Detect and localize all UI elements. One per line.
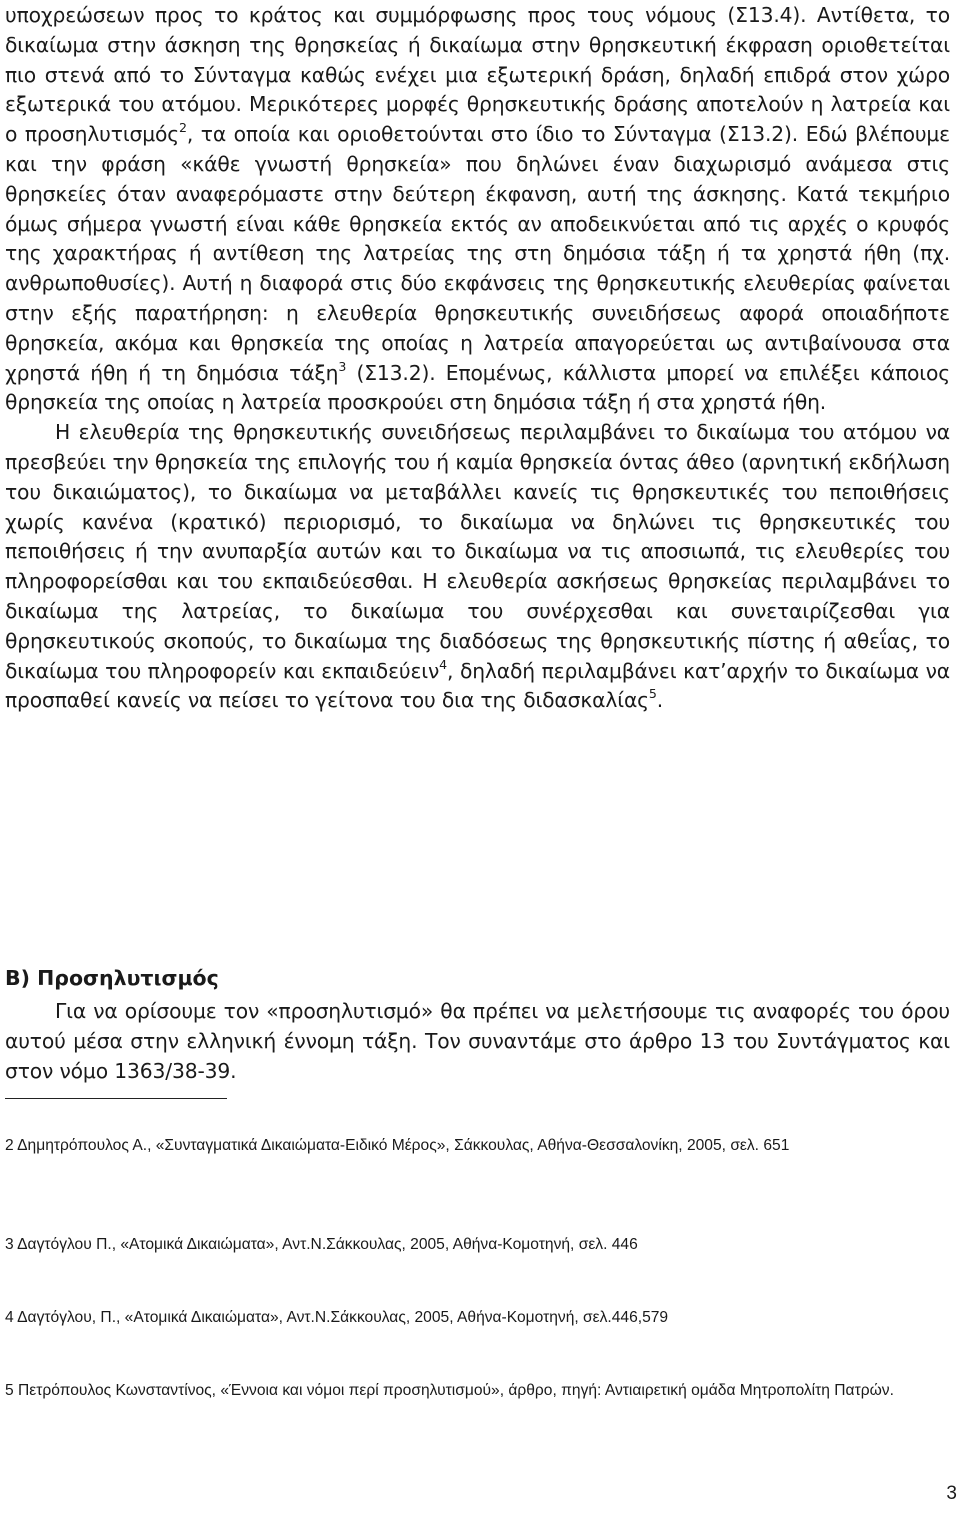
section-heading: Β) Προσηλυτισμός — [5, 966, 219, 990]
footnote-5: 5 Πετρόπουλος Κωνσταντίνος, «Έννοια και νόμοι περί προσηλυτισμού», άρθρο, πηγή: Αντιαιρετική ομάδα Μητροπολίτη Πατρών. — [5, 1382, 894, 1399]
body-paragraph-1 — [5, 1, 950, 418]
footnote-4: 4 Δαγτόγλου, Π., «Ατομικά Δικαιώματα», Αντ.Ν.Σάκκουλας, 2005, Αθήνα-Κομοτηνή, σελ.446,579 — [5, 1309, 669, 1326]
paragraph-text: , δηλαδή περιλαμβάνει κατ’αρχήν το δικαίωμα να προσπαθεί κανείς να πείσει το γείτονα του δια της διδασκαλίας — [5, 658, 950, 713]
footnote-ref-2: 2 — [179, 120, 187, 136]
body-paragraph-3: Για να ορίσουμε τον «προσηλυτισμό» θα πρέπει να μελετήσουμε τις αναφορές του όρου αυτού μέσα στην ελληνική έννομη τάξη. Τον συναντάμε στο άρθρο 13 του Συντάγματος και στον νόμο 1363/38-39. — [5, 999, 950, 1083]
footnote-ref-4: 4 — [439, 656, 448, 672]
page-number: 3 — [946, 1483, 957, 1504]
footnote-separator — [5, 1098, 227, 1099]
body-paragraph-2 — [5, 418, 950, 716]
paragraph-text: υποχρεώσεων προς το κράτος και συμμόρφωσης προς τους νόμους (Σ13.4). Αντίθετα, το δικαίωμα στην άσκηση της θρησκείας ή δικαίωμα στην θρησκευτική έκφραση οριοθετείται πιο στενά από το Σύνταγμα καθώς ενέχει μια εξωτερική δράση, δηλαδή επιδρά στον χώρο εξωτερικά του ατόμου. Μερικότερες μορφές θρησκευτικής δράσης αποτελούν η λατρεία και ο προσηλυτισμός — [5, 3, 950, 147]
footnote-2: 2 Δημητρόπουλος Α., «Συνταγματικά Δικαιώματα-Ειδικό Μέρος», Σάκκουλας, Αθήνα-Θεσσαλονίκη, 2005, σελ. 651 — [5, 1137, 790, 1154]
footnote-3: 3 Δαγτόγλου Π., «Ατομικά Δικαιώματα», Αντ.Ν.Σάκκουλας, 2005, Αθήνα-Κομοτηνή, σελ. 446 — [5, 1236, 638, 1253]
footnote-ref-5: 5 — [648, 686, 657, 702]
paragraph-text: Η ελευθερία της θρησκευτικής συνειδήσεως περιλαμβάνει το δικαίωμα του ατόμου να πρεσβεύει την θρησκεία της επιλογής του ή καμία θρησκεία όντας άθεο (αρνητική εκδήλωση του δικαιώματος), το δικαίωμα να μεταβάλλει κανείς τις θρησκευτικές του πεποιθήσεις χωρίς κανένα (κρατικό) περιορισμό, το δικαίωμα να δηλώνει τις θρησκευτικές του πεποιθήσεις ή την ανυπαρξία αυτών και το δικαίωμα να τις αποσιωπά, τις ελευθερίες του πληροφορείσθαι και του εκπαιδεύεσθαι. Η ελευθερία ασκήσεως θρησκείας περιλαμβάνει το δικαίωμα της λατρείας, το δικαίωμα του συνέρχεσθαι και συνεταιρίζεσθαι για θρησκευτικούς σκοπούς, το δικαίωμα της διαδόσεως της θρησκευτικής πίστης ή αθεΐας, το δικαίωμα του πληροφορείν και εκπαιδεύειν — [5, 420, 950, 683]
footnote-ref-3: 3 — [338, 358, 347, 374]
paragraph-text: , τα οποία και οριοθετούνται στο ίδιο το Σύνταγμα (Σ13.2). Εδώ βλέπουμε και την φράση «κάθε γνωστή θρησκεία» που δηλώνει έναν διαχωρισμό ανάμεσα στις θρησκείες όταν αναφερόμαστε στην δεύτερη έκφανση, αυτή της άσκησης. Κατά τεκμήριο όμως σήμερα γνωστή είναι κάθε θρησκεία εκτός αν αποδεικνύεται από τις αρχές ο κρυφός της χαρακτήρας ή αντίθεση της λατρείας της στη δημόσια τάξη ή τα χρηστά ήθη (πχ. ανθρωποθυσίες). Αυτή η διαφορά στις δύο εκφάνσεις της θρησκευτικής ελευθερίας φαίνεται στην εξής παρατήρηση: η ελευθερία θρησκευτικής συνειδήσεως αφορά οποιαδήποτε θρησκεία, ακόμα και θρησκεία της οποίας η λατρεία απαγορεύεται ως αντιβαίνουσα στα χρηστά ήθη ή τη δημόσια τάξη — [5, 122, 950, 385]
paragraph-text: (Σ13.2). Επομένως, κάλλιστα μπορεί να επιλέξει κάποιος θρησκεία της οποίας η λατρεία προσκρούει στη δημόσια τάξη ή στα χρηστά ήθη. — [5, 360, 950, 415]
document-page — [5, 0, 950, 1399]
paragraph-text: . — [656, 688, 664, 713]
